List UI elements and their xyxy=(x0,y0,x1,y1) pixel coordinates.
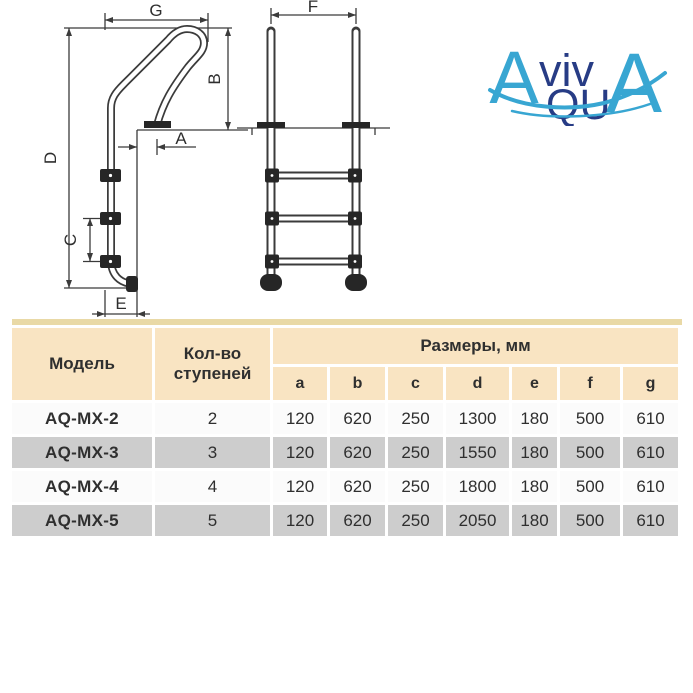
cell-model: AQ-MX-5 xyxy=(12,505,152,536)
dim-label-c: C xyxy=(61,233,80,247)
cell-steps: 2 xyxy=(155,403,270,434)
side-view-foot-pad xyxy=(126,276,138,292)
spec-table-section xyxy=(12,319,682,539)
header-dim-f: f xyxy=(560,367,620,400)
dim-label-b: B xyxy=(205,73,224,85)
header-dim-c: c xyxy=(388,367,443,400)
header-steps: Кол-во ступеней xyxy=(155,328,270,400)
logo-letters-qu: QU xyxy=(546,81,611,126)
cell-steps: 3 xyxy=(155,437,270,468)
header-dim-a: a xyxy=(273,367,327,400)
dim-label-f: F xyxy=(307,0,319,16)
header-model: Модель xyxy=(12,328,152,400)
logo-letters-viv: viv xyxy=(539,45,594,96)
ladder-technical-drawing xyxy=(0,0,460,335)
table-row: AQ-MX-4 4 120 620 250 1800 180 500 610 xyxy=(12,471,678,502)
cell-steps: 5 xyxy=(155,505,270,536)
header-dim-d: d xyxy=(446,367,509,400)
side-view-deck-flange xyxy=(144,121,171,128)
aviva-aqua-logo xyxy=(478,22,678,126)
table-row: AQ-MX-3 3 120 620 250 1550 180 500 610 xyxy=(12,437,678,468)
header-dim-e: e xyxy=(512,367,557,400)
table-row: AQ-MX-2 2 120 620 250 1300 180 500 610 xyxy=(12,403,678,434)
front-view-tubes xyxy=(271,31,356,276)
spec-table xyxy=(9,325,681,539)
header-dimensions: Размеры, мм xyxy=(273,328,678,364)
logo-letter-a-first: A xyxy=(489,36,539,119)
cell-steps: 4 xyxy=(155,471,270,502)
cell-model: AQ-MX-3 xyxy=(12,437,152,468)
header-dim-g: g xyxy=(623,367,678,400)
cell-model: AQ-MX-4 xyxy=(12,471,152,502)
dim-label-g: G xyxy=(149,1,163,20)
aviva-aqua-logo-svg xyxy=(478,22,678,126)
logo-letter-a-last: A xyxy=(605,36,663,126)
dim-label-a: A xyxy=(175,129,187,148)
dim-label-e: E xyxy=(115,294,127,313)
side-view-handrail-tube xyxy=(111,29,204,284)
header-dim-b: b xyxy=(330,367,385,400)
table-row: AQ-MX-5 5 120 620 250 2050 180 500 610 xyxy=(12,505,678,536)
front-view-rungs xyxy=(265,169,362,269)
cell-model: AQ-MX-2 xyxy=(12,403,152,434)
dim-label-d: D xyxy=(41,151,60,165)
